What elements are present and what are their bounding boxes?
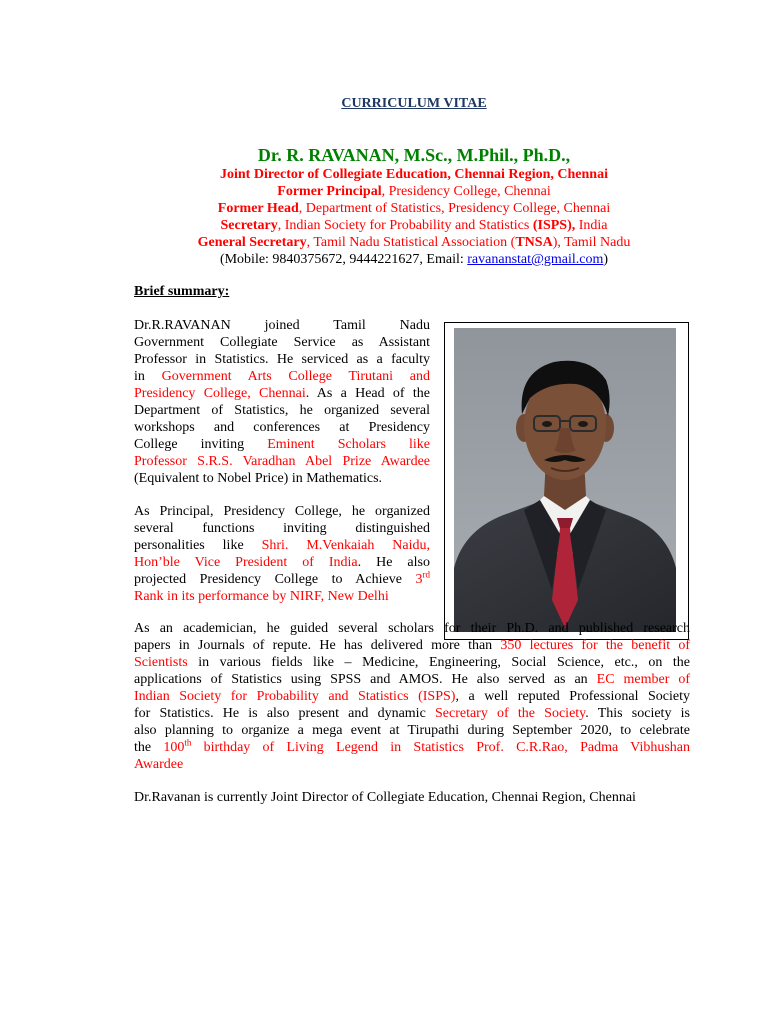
header-general-secretary-tnsa: General Secretary, Tamil Nadu Statistical Association (TNSA), Tamil Nadu	[197, 235, 631, 250]
summary-paragraph-2: As Principal, Presidency College, he organized several functions inviting distinguished personalities like Shri. M.Venkaiah Naidu, Hon’ble Vice President of India. He also projected Presidency College to Achieve 3rd Rank in its performance by NIRF, New Delhi	[134, 504, 430, 604]
header-block	[0, 166, 768, 268]
summary-paragraph-4: Dr.Ravanan is currently Joint Director of Collegiate Education, Chennai Region, Chennai	[134, 790, 636, 805]
header-secretary-isps: Secretary, Indian Society for Probability and Statistics (ISPS), India	[220, 218, 608, 233]
header-former-principal: Former Principal, Presidency College, Chennai	[277, 184, 551, 199]
profile-photo	[454, 328, 676, 632]
header-contact: (Mobile: 9840375672, 9444221627, Email: ravananstat@gmail.com)	[219, 252, 609, 267]
summary-paragraph-3: As an academician, he guided several scholars for their Ph.D. and published research papers in Journals of repute. He has delivered more than 350 lectures for the benefit of Scientists in various fields like – Medicine, Engineering, Social Science, etc., on the applications of Statistics using SPSS and AMOS. He also served as an EC member of Indian Society for Probability and Statistics (ISPS), a well reputed Professional Society for Statistics. He is also present and dynamic Secretary of the Society. This society is also planning to organize a mega event at Tirupathi during September 2020, to celebrate the 100th birthday of Living Legend in Statistics Prof. C.R.Rao, Padma Vibhushan Awardee	[134, 621, 691, 772]
person-name: Dr. R. RAVANAN, M.Sc., M.Phil., Ph.D.,	[257, 145, 571, 165]
header-former-head: Former Head, Department of Statistics, Presidency College, Chennai	[217, 201, 611, 216]
brief-summary-heading: Brief summary:	[134, 284, 230, 299]
header-current-position: Joint Director of Collegiate Education, Chennai Region, Chennai	[220, 167, 608, 182]
summary-paragraph-1: Dr.R.RAVANAN joined Tamil Nadu Government Collegiate Service as Assistant Professor in Statistics. He serviced as a faculty in Government Arts College Tirutani and Presidency College, Chennai. As a Head of the Department of Statistics, he organized several workshops and conferences at Presidency College inviting Eminent Scholars like Professor S.R.S. Varadhan Abel Prize Awardee (Equivalent to Nobel Price) in Mathematics.	[134, 318, 430, 486]
profile-photo-frame	[444, 322, 689, 640]
document-title: CURRICULUM VITAE	[341, 96, 487, 111]
email-link[interactable]: ravananstat@gmail.com	[467, 252, 604, 267]
